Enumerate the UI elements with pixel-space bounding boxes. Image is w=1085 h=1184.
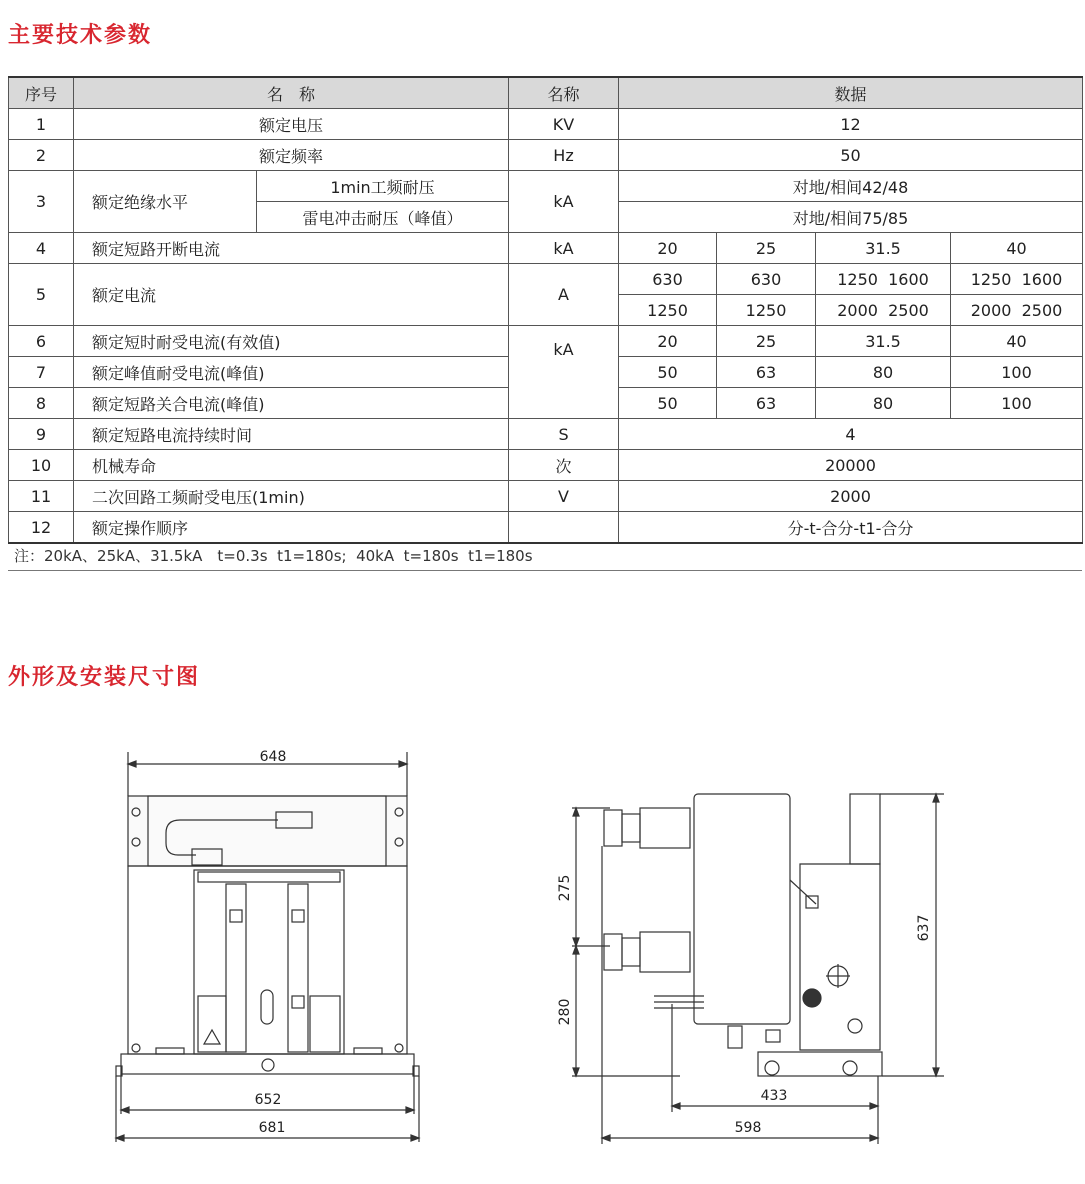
table-row bbox=[9, 450, 1083, 481]
row-name: 额定短路开断电流 bbox=[74, 233, 509, 264]
table-row bbox=[9, 326, 1083, 357]
row-no: 10 bbox=[9, 450, 74, 481]
table-row bbox=[9, 140, 1083, 171]
dim-280: 280 bbox=[557, 998, 573, 1026]
drawing-section-title: 外形及安装尺寸图 bbox=[8, 665, 201, 690]
table-row bbox=[9, 233, 1083, 264]
row-no: 5 bbox=[9, 264, 74, 326]
dim-433: 433 bbox=[760, 1088, 788, 1104]
row-name: 额定电流 bbox=[74, 264, 509, 326]
row-unit: S bbox=[509, 419, 619, 450]
row-unit: kA bbox=[509, 326, 619, 419]
dim-652: 652 bbox=[254, 1092, 282, 1108]
row-value: 50 bbox=[619, 140, 1083, 171]
row-value: 20 bbox=[619, 326, 717, 357]
row-name: 额定频率 bbox=[74, 140, 509, 171]
row-no: 9 bbox=[9, 419, 74, 450]
row-value: 100 bbox=[951, 357, 1083, 388]
row-value: 40 bbox=[951, 233, 1083, 264]
row-no: 3 bbox=[9, 171, 74, 233]
row-no: 6 bbox=[9, 326, 74, 357]
row-unit: 次 bbox=[509, 450, 619, 481]
header-no: 序号 bbox=[9, 77, 74, 109]
row-value: 对地/相间42/48 bbox=[619, 171, 1083, 202]
row-unit: A bbox=[509, 264, 619, 326]
dim-637: 637 bbox=[916, 914, 932, 942]
row-no: 7 bbox=[9, 357, 74, 388]
row-name: 额定峰值耐受电流(峰值) bbox=[74, 357, 509, 388]
row-unit: kA bbox=[509, 171, 619, 233]
row-value: 31.5 bbox=[816, 233, 951, 264]
row-value: 4 bbox=[619, 419, 1083, 450]
row-unit: V bbox=[509, 481, 619, 512]
table-row bbox=[9, 171, 1083, 202]
dim-648: 648 bbox=[259, 749, 287, 765]
row-name: 二次回路工频耐受电压(1min) bbox=[74, 481, 509, 512]
row-unit: KV bbox=[509, 109, 619, 140]
row-no: 11 bbox=[9, 481, 74, 512]
row-value: 分-t-合分-t1-合分 bbox=[619, 512, 1083, 544]
row-no: 4 bbox=[9, 233, 74, 264]
row-name: 额定短时耐受电流(有效值) bbox=[74, 326, 509, 357]
row-value: 40 bbox=[951, 326, 1083, 357]
specs-table bbox=[8, 76, 1083, 544]
row-value: 31.5 bbox=[816, 326, 951, 357]
table-row bbox=[9, 481, 1083, 512]
row-value: 50 bbox=[619, 357, 717, 388]
row-value: 25 bbox=[717, 326, 816, 357]
row-value: 20 bbox=[619, 233, 717, 264]
row-value: 1250 bbox=[619, 295, 717, 326]
front-view bbox=[116, 752, 419, 1142]
row-name: 额定短路关合电流(峰值) bbox=[74, 388, 509, 419]
row-no: 1 bbox=[9, 109, 74, 140]
table-row bbox=[9, 419, 1083, 450]
row-no: 2 bbox=[9, 140, 74, 171]
table-row bbox=[9, 264, 1083, 295]
row-value: 100 bbox=[951, 388, 1083, 419]
row-value: 50 bbox=[619, 388, 717, 419]
row-value: 20000 bbox=[619, 450, 1083, 481]
row-value: 2000 2500 bbox=[816, 295, 951, 326]
row-no: 8 bbox=[9, 388, 74, 419]
side-view bbox=[572, 794, 944, 1144]
row-value: 1250 1600 bbox=[951, 264, 1083, 295]
header-unit: 名称 bbox=[509, 77, 619, 109]
row-value: 对地/相间75/85 bbox=[619, 202, 1083, 233]
table-row bbox=[9, 512, 1083, 544]
row-value: 1250 bbox=[717, 295, 816, 326]
table-header-row bbox=[9, 77, 1083, 109]
row-value: 80 bbox=[816, 357, 951, 388]
dim-275: 275 bbox=[557, 874, 573, 902]
row-value: 63 bbox=[717, 357, 816, 388]
row-name: 额定电压 bbox=[74, 109, 509, 140]
row-subname: 1min工频耐压 bbox=[257, 171, 509, 202]
row-name: 机械寿命 bbox=[74, 450, 509, 481]
row-unit: Hz bbox=[509, 140, 619, 171]
row-value: 12 bbox=[619, 109, 1083, 140]
row-value: 630 bbox=[717, 264, 816, 295]
row-value: 63 bbox=[717, 388, 816, 419]
row-name: 额定绝缘水平 bbox=[74, 171, 257, 233]
row-no: 12 bbox=[9, 512, 74, 544]
table-note: 注：20kA、25kA、31.5kA t=0.3s t1=180s; 40kA t=180s t1=180s bbox=[14, 547, 533, 565]
dim-598: 598 bbox=[734, 1120, 762, 1136]
dim-681: 681 bbox=[258, 1120, 286, 1136]
row-value: 2000 bbox=[619, 481, 1083, 512]
row-subname: 雷电冲击耐压（峰值） bbox=[257, 202, 509, 233]
dimension-drawing bbox=[0, 700, 1085, 1170]
row-unit: kA bbox=[509, 233, 619, 264]
row-name: 额定短路电流持续时间 bbox=[74, 419, 509, 450]
row-value: 1250 1600 bbox=[816, 264, 951, 295]
row-value: 25 bbox=[717, 233, 816, 264]
specs-section-title: 主要技术参数 bbox=[8, 23, 153, 48]
row-value: 80 bbox=[816, 388, 951, 419]
row-value: 2000 2500 bbox=[951, 295, 1083, 326]
note-divider bbox=[8, 570, 1082, 571]
row-name: 额定操作顺序 bbox=[74, 512, 509, 544]
row-unit bbox=[509, 512, 619, 544]
header-data: 数据 bbox=[619, 77, 1083, 109]
header-name: 名 称 bbox=[74, 77, 509, 109]
table-row bbox=[9, 109, 1083, 140]
row-value: 630 bbox=[619, 264, 717, 295]
